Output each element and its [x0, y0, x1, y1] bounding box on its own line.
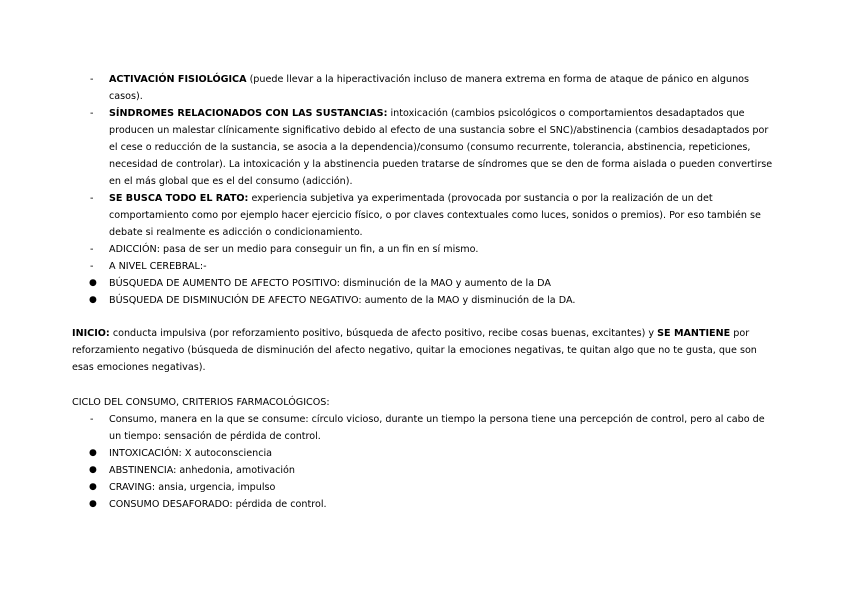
list-item [0, 71, 777, 105]
inicio-label: INICIO: [72, 328, 110, 339]
list-item [0, 445, 777, 462]
item-text: A NIVEL CEREBRAL:- [109, 261, 207, 272]
item-text: CONSUMO DESAFORADO: pérdida de control. [109, 499, 327, 510]
dash-marker: - [90, 244, 94, 255]
section1-list [0, 71, 777, 309]
bullet-marker: ● [89, 295, 97, 305]
list-item [0, 292, 777, 309]
paragraph-text: conducta impulsiva (por reforzamiento positivo, búsqueda de afecto positivo, recibe cosas buenas, excitantes) y [109, 328, 658, 339]
item-text: BÚSQUEDA DE AUMENTO DE AFECTO POSITIVO: disminución de la MAO y aumento de la DA [109, 278, 551, 289]
bullet-marker: ● [89, 278, 97, 288]
item-text: BÚSQUEDA DE DISMINUCIÓN DE AFECTO NEGATIVO: aumento de la MAO y disminución de la DA. [109, 295, 576, 306]
dash-marker: - [90, 74, 94, 85]
list-item [0, 241, 777, 258]
item-heading: SE BUSCA TODO EL RATO: [109, 193, 249, 204]
dash-marker: - [90, 193, 94, 204]
item-text: INTOXICACIÓN: X autoconsciencia [109, 448, 273, 459]
list-item [0, 105, 777, 190]
list-item [0, 190, 777, 241]
item-heading: ACTIVACIÓN FISIOLÓGICA [109, 74, 247, 85]
item-heading: SÍNDROMES RELACIONADOS CON LAS SUSTANCIAS: [109, 108, 388, 119]
item-text: experiencia subjetiva ya experimentada (provocada por sustancia o por la realización de un det comportamiento como por ejemplo hacer ejercicio físico, o por claves contextuales como luces, sonidos o premios). Por eso también se debate si realmente es adicción o condicionamiento. [109, 193, 761, 238]
bullet-marker: ● [89, 482, 97, 492]
item-text: CRAVING: ansia, urgencia, impulso [109, 482, 276, 493]
paragraph-text: por reforzamiento negativo (búsqueda de disminución del afecto negativo, quitar la emociones negativas, te quitan algo que no te gusta, que son esas emociones negativas). [72, 328, 757, 373]
list-item [0, 462, 777, 479]
list-item [0, 275, 777, 292]
item-text: ADICCIÓN: pasa de ser un medio para conseguir un fin, a un fin en sí mismo. [109, 244, 479, 255]
bullet-marker: ● [89, 465, 97, 475]
item-text: intoxicación (cambios psicológicos o comportamientos desadaptados que producen un malestar clínicamente significativo debido al efecto de una sustancia sobre el SNC)/abstinencia (cambios desadaptados por el cese o reducción de la sustancia, se asocia a la dependencia)/consumo (consumo recurrente, tolerancia, abstinencia, repeticiones, necesidad de controlar). La intoxicación y la abstinencia pueden tratarse de síndromes que se den de forma aislada o pueden convertirse en el más global que es el del consumo (adicción). [109, 108, 773, 187]
dash-marker: - [90, 108, 94, 119]
inicio-paragraph [72, 325, 777, 376]
list-item [0, 411, 777, 445]
item-text: Consumo, manera en la que se consume: círculo vicioso, durante un tiempo la persona tiene una percepción de control, pero al cabo de un tiempo: sensación de pérdida de control. [109, 414, 765, 442]
bullet-marker: ● [89, 499, 97, 509]
dash-marker: - [90, 261, 94, 272]
section2-list [0, 411, 777, 513]
item-text: ABSTINENCIA: anhedonia, amotivación [109, 465, 295, 476]
bullet-marker: ● [89, 448, 97, 458]
dash-marker: - [90, 414, 94, 425]
section2-heading: CICLO DEL CONSUMO, CRITERIOS FARMACOLÓGICOS: [72, 397, 330, 408]
mantiene-label: SE MANTIENE [657, 328, 731, 339]
list-item [0, 258, 777, 275]
list-item [0, 496, 777, 513]
list-item [0, 479, 777, 496]
item-text: (puede llevar a la hiperactivación incluso de manera extrema en forma de ataque de pánico en algunos casos). [109, 74, 750, 102]
